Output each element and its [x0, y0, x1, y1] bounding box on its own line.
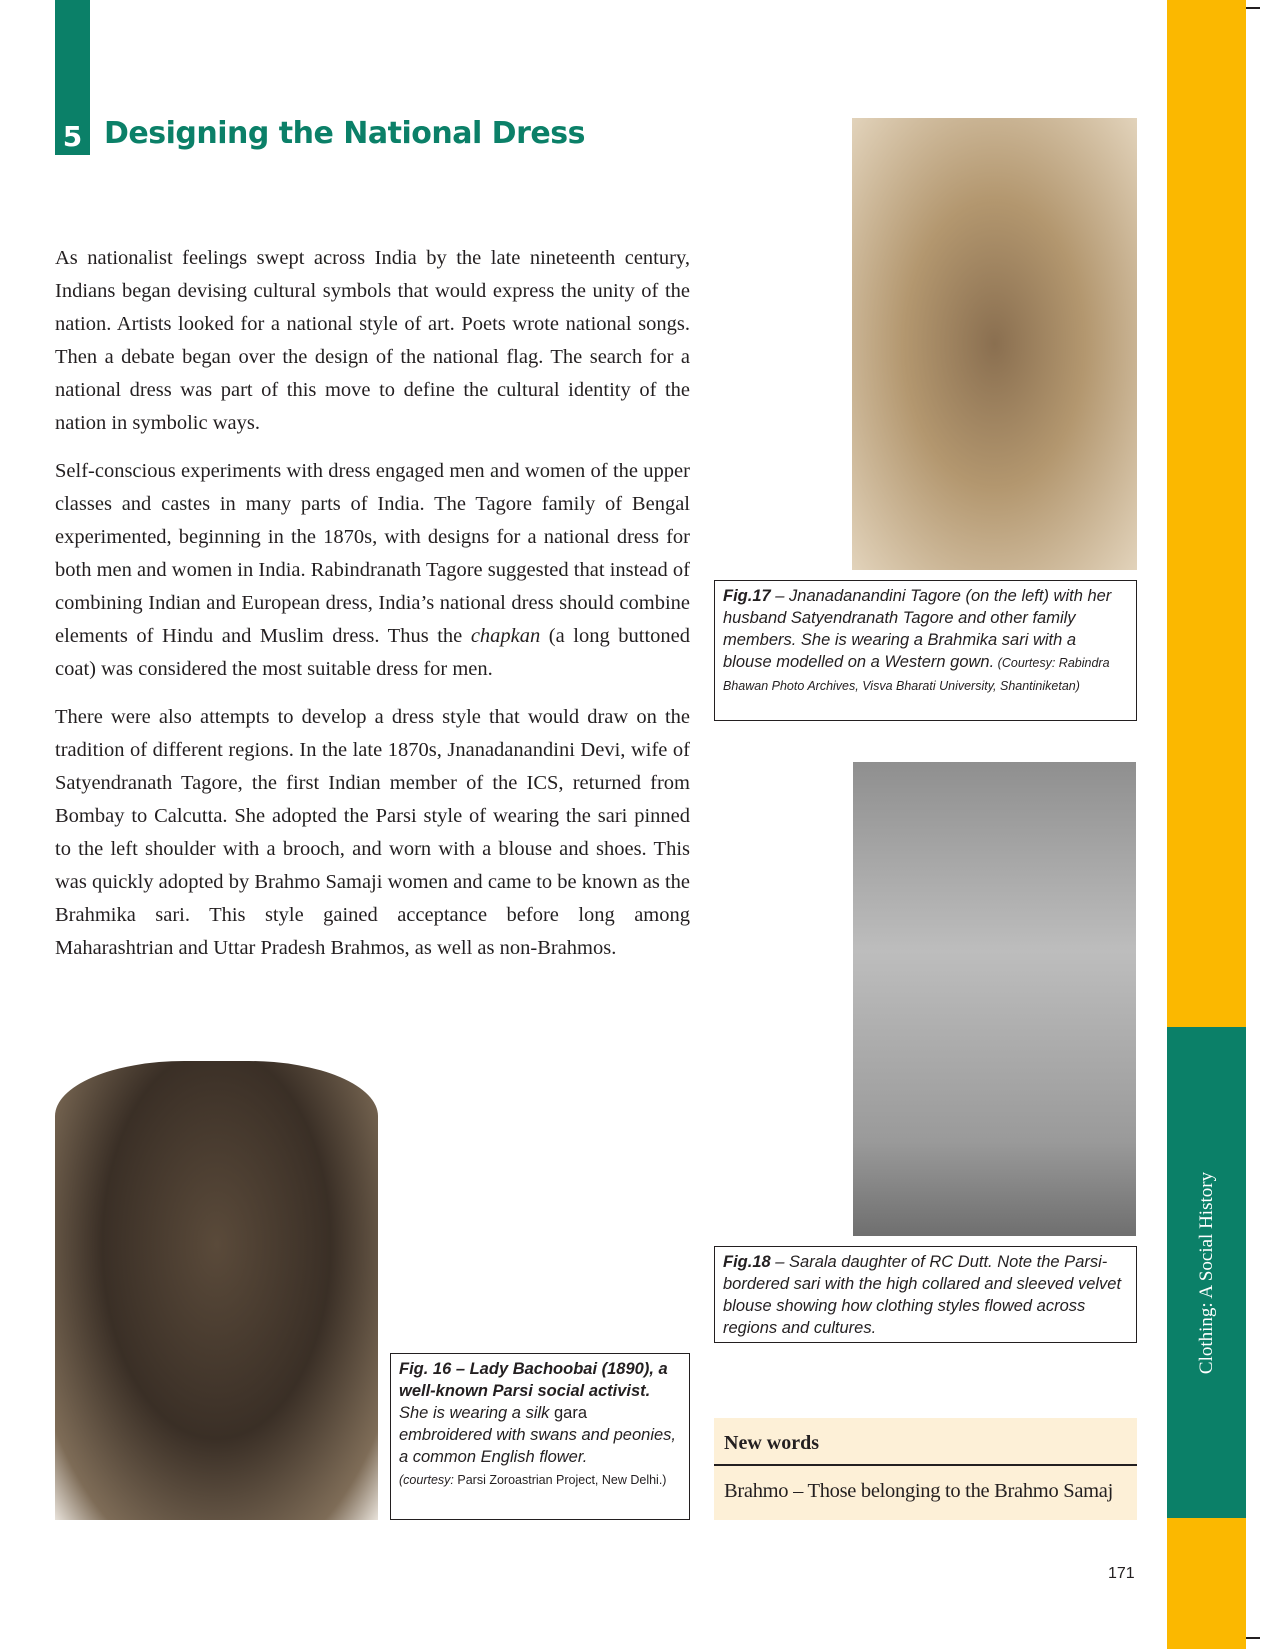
fig17-text: – Jnanadanandini Tagore (on the left) with her husband Satyendranath Tagore and other family members. She is wearing a Brahmika sari with a blouse modelled on a Western gown. [723, 587, 1112, 671]
fig16-photo [55, 1061, 378, 1520]
fig17-label: Fig.17 [723, 587, 771, 605]
paragraph-2 [55, 455, 690, 686]
section-number: 5 [62, 120, 83, 153]
crop-mark-top [1246, 7, 1260, 9]
fig16-term-gara: gara [554, 1404, 588, 1422]
fig18-label: Fig.18 [723, 1253, 771, 1271]
fig18-caption [714, 1246, 1137, 1343]
fig16-caption [390, 1353, 690, 1520]
new-words-divider [714, 1464, 1137, 1466]
fig16-heading: Fig. 16 – Lady Bachoobai (1890), a well-known Parsi social activist. [399, 1360, 668, 1400]
body-text [55, 242, 690, 980]
side-tab-text: Clothing: A Social History [1195, 1171, 1217, 1374]
term-chapkan: chapkan [470, 625, 541, 647]
fig16-text-b: embroidered with swans and peonies, a common English flower. [399, 1426, 676, 1466]
fig16-credit-label: (courtesy: [399, 1473, 454, 1487]
side-tab-label [1167, 1027, 1246, 1518]
fig16-text-a: She is wearing a silk [399, 1404, 554, 1422]
paragraph-3: There were also attempts to develop a dress style that would draw on the tradition of different regions. In the late 1870s, Jnanadanandini Devi, wife of Satyendranath Tagore, the first Indian member of the ICS, returned from Bombay to Calcutta. She adopted the Parsi style of wearing the sari pinned to the left shoulder with a brooch, and worn with a blouse and shoes. This was quickly adopted by Brahmo Samaji women and came to be known as the Brahmika sari. This style gained acceptance before long among Maharashtrian and Uttar Pradesh Brahmos, as well as non-Brahmos. [55, 706, 690, 959]
new-words-title: New words [724, 1432, 819, 1454]
fig18-text: – Sarala daughter of RC Dutt. Note the Parsi-bordered sari with the high collared and sleeved velvet blouse showing how clothing styles flowed across regions and cultures. [723, 1253, 1122, 1337]
fig16-credit: Parsi Zoroastrian Project, New Delhi.) [453, 1473, 667, 1487]
fig17-photo [852, 118, 1137, 570]
crop-mark-bottom [1246, 1637, 1260, 1639]
fig17-caption [714, 580, 1137, 721]
fig17-credit: (Courtesy: Rabindra Bhawan Photo Archives, Visva Bharati University, Shantiniketan) [723, 656, 1110, 693]
fig18-photo [853, 762, 1136, 1236]
new-words-box [714, 1418, 1137, 1520]
new-words-definition: Brahmo – Those belonging to the Brahmo Samaj [724, 1480, 1113, 1502]
paragraph-2-text-a: Self-conscious experiments with dress engaged men and women of the upper classes and castes in many parts of India. The Tagore family of Bengal experimented, beginning in the 1870s, with designs for a national dress for both men and women in India. Rabindranath Tagore suggested that instead of combining Indian and European dress, India’s national dress should combine elements of Hindu and Muslim dress. Thus the [55, 460, 690, 647]
paragraph-2-text-b: (a long buttoned coat) was considered the most suitable dress for men. [55, 625, 690, 680]
page-number: 171 [1108, 1565, 1135, 1582]
paragraph-1: As nationalist feelings swept across India by the late nineteenth century, Indians began devising cultural symbols that would express the unity of the nation. Artists looked for a national style of art. Poets wrote national songs. Then a debate began over the design of the national flag. The search for a national dress was part of this move to define the cultural identity of the nation in symbolic ways. [55, 247, 690, 434]
page-title: Designing the National Dress [104, 116, 585, 151]
